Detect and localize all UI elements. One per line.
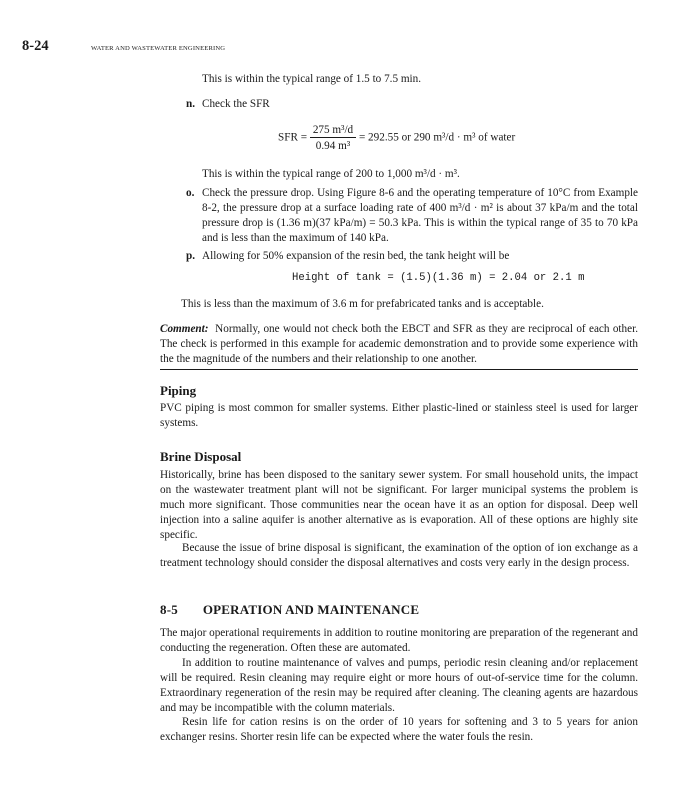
step-label: p. <box>186 250 196 262</box>
comment-block <box>160 322 638 367</box>
piping-heading: Piping <box>160 383 197 398</box>
brine-paragraph-1: Historically, brine has been disposed to the sanitary sewer system. For small household units, the impact on the wastewater treatment plant will not be significant. For larger municipal systems the problem is much more significant. Those communities near the ocean have it as an option for disposal. Deep well injection into a saline aquifer is another alternative as is evaporation. All of these options are highly site specific. <box>160 469 638 541</box>
comment-rule <box>160 369 638 370</box>
step-p-note: This is less than the maximum of 3.6 m for prefabricated tanks and is acceptable. <box>181 298 544 310</box>
running-title: WATER AND WASTEWATER ENGINEERING <box>91 45 226 52</box>
step-label: o. <box>186 187 195 199</box>
step-text: Allowing for 50% expansion of the resin bed, the tank height will be <box>202 250 510 262</box>
section-title: OPERATION AND MAINTENANCE <box>202 602 420 617</box>
page-number: 8-24 <box>22 38 49 54</box>
section-heading <box>160 602 419 618</box>
om-paragraph-1: The major operational requirements in addition to routine monitoring are preparation of the regenerant and conducting the regeneration. Often these are automated. <box>160 627 638 654</box>
tank-height-equation: Height of tank = (1.5)(1.36 m) = 2.04 or 2.1 m <box>292 272 585 284</box>
fraction-numerator: 275 m³/d <box>310 124 356 138</box>
step-o <box>172 186 638 246</box>
sfr-equation: SFR = $\frac{\text{275 m³/d}}{\text{0.94 m³}}$ = 292.55 or 290 m³/d · m³ of water <box>278 124 516 152</box>
continuation-text: This is within the typical range of 1.5 to 7.5 min. <box>202 73 422 85</box>
step-n-note: This is within the typical range of 200 to 1,000 m³/d · m³. <box>202 168 460 180</box>
equation-lhs: SFR <box>278 131 298 144</box>
om-paragraph-2: In addition to routine maintenance of valves and pumps, periodic resin cleaning and/or replacement will be required. Resin cleaning may require eight or more hours of out-of-service time for the column. Extraordinary regeneration of the resin may be required after cleaning. The cleaning agents are hazardous and may be incompatible with the column materials. <box>160 657 638 714</box>
fraction-denominator: 0.94 m³ <box>315 140 351 152</box>
brine-paragraph-2: Because the issue of brine disposal is significant, the examination of the option of ion exchange as a treatment technology should consider the disposal alternatives and costs very early in the design process. <box>160 542 638 569</box>
om-paragraph-3: Resin life for cation resins is on the order of 10 years for softening and 3 to 5 years for anion exchanger resins. Shorter resin life can be expected where the water fouls the resin. <box>160 716 638 743</box>
equation-fraction <box>310 124 356 152</box>
step-n <box>172 97 642 112</box>
equation-rhs: = 292.55 or 290 m³/d · m³ of water <box>358 131 516 144</box>
brine-heading: Brine Disposal <box>160 449 242 464</box>
step-p <box>172 249 638 264</box>
comment-label: Comment: <box>160 323 209 335</box>
piping-text: PVC piping is most common for smaller systems. Either plastic-lined or stainless steel is used for larger systems. <box>160 402 638 429</box>
step-text: Check the pressure drop. Using Figure 8-6 and the operating temperature of 10°C from Example 8-2, the pressure drop at a surface loading rate of 400 m³/d · m² is about 37 kPa/m and the total pressure drop is (1.36 m)(37 kPa/m) = 50.3 kPa. This is within the typical range of 35 to 70 kPa and is less than the maximum of 140 kPa. <box>202 187 638 244</box>
comment-text: Normally, one would not check both the EBCT and SFR as they are reciprocal of each other. The check is performed in this example for academic demonstration and to provide some experience with the the magnitude of the numbers and their relationship to one another. <box>160 323 638 365</box>
section-number: 8-5 <box>160 602 178 617</box>
step-label: n. <box>186 98 196 110</box>
step-text: Check the SFR <box>202 98 270 110</box>
